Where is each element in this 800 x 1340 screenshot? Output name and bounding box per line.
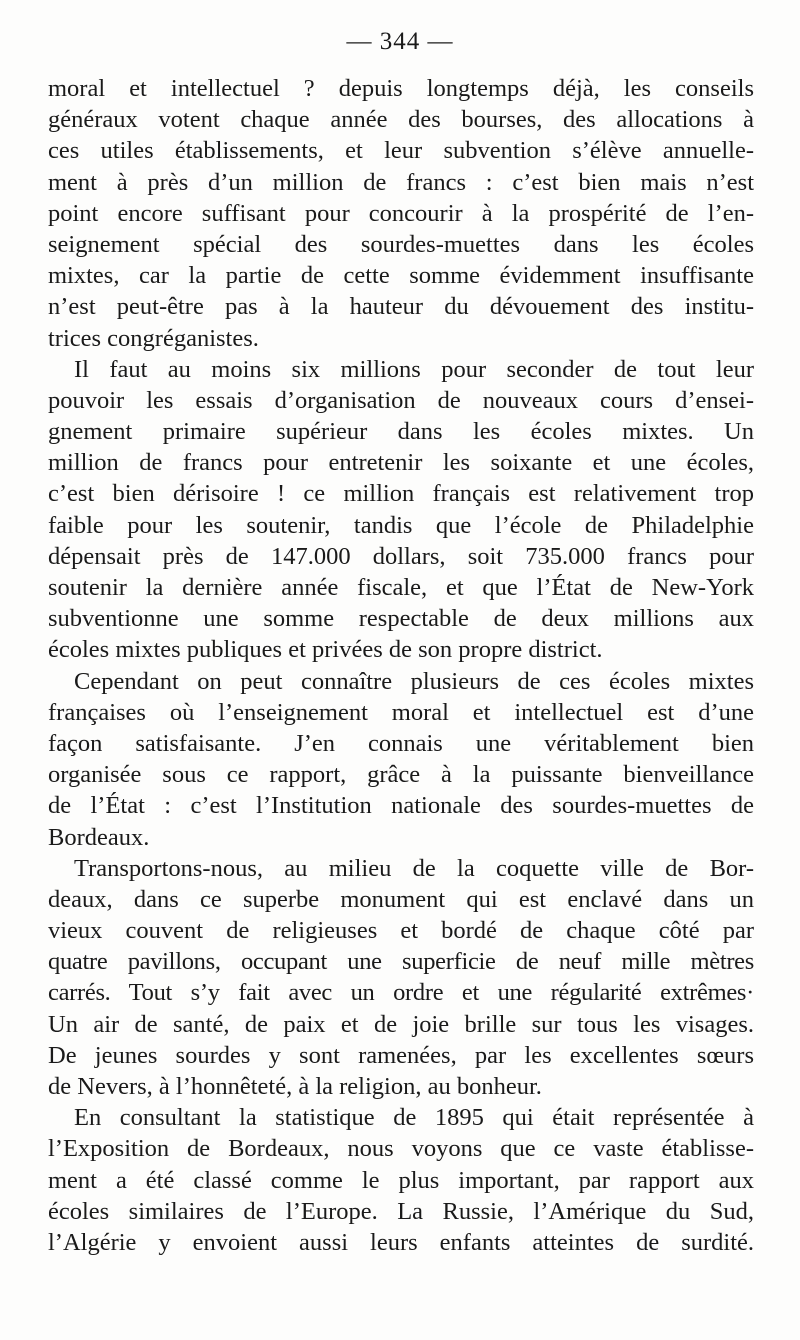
paragraph-2 [48,354,754,666]
text-line: Transportons-nous, au milieu de la coquette ville de Bor- [74,854,754,882]
body-text [48,73,754,1258]
text-line: écoles mixtes publiques et privées de son propre district. [48,636,603,664]
text-line: mixtes, car la partie de cette somme évidemment insuffisante [48,262,754,290]
text-line: moral et intellectuel ? depuis longtemps déjà, les conseils [48,75,754,102]
text-line: françaises où l’enseignement moral et intellectuel est d’une [48,698,754,726]
text-line: carrés. Tout s’y fait avec un ordre et une régularité extrêmes· [48,979,754,1007]
paragraph-1 [48,73,754,354]
text-line: l’Algérie y envoient aussi leurs enfants atteintes de surdité. [48,1228,754,1256]
text-line: De jeunes sourdes y sont ramenées, par les excellentes sœurs [48,1041,754,1069]
text-line: vieux couvent de religieuses et bordé de chaque côté par [48,917,754,945]
text-line: deaux, dans ce superbe monument qui est enclavé dans un [48,885,754,913]
text-line: écoles similaires de l’Europe. La Russie, l’Amérique du Sud, [48,1197,754,1225]
text-line: n’est peut-être pas à la hauteur du dévouement des institu- [48,293,754,321]
text-line: soutenir la dernière année fiscale, et que l’État de New-York [48,574,754,601]
text-line: ment à près d’un million de francs : c’est bien mais n’est [48,168,754,196]
text-line: ment a été classé comme le plus important, par rapport aux [48,1166,754,1194]
text-line: dépensait près de 147.000 dollars, soit 735.000 francs pour [48,542,754,570]
text-line: généraux votent chaque année des bourses, des allocations à [48,106,754,134]
text-line: seignement spécial des sourdes-muettes dans les écoles [48,230,754,258]
text-line: point encore suffisant pour concourir à la prospérité de l’en- [48,199,754,227]
text-line: million de francs pour entretenir les soixante et une écoles, [48,449,754,477]
text-line: En consultant la statistique de 1895 qui était représentée à [74,1104,754,1132]
text-line: subventionne une somme respectable de deux millions aux [48,605,754,633]
text-line: Bordeaux. [48,823,150,851]
text-line: c’est bien dérisoire ! ce million français est relativement trop [48,480,754,508]
text-line: ces utiles établissements, et leur subvention s’élève annuelle- [48,137,754,165]
text-line: façon satisfaisante. J’en connais une véritablement bien [48,729,754,757]
text-line: l’Exposition de Bordeaux, nous voyons que ce vaste établisse- [48,1135,754,1163]
text-line: gnement primaire supérieur dans les écoles mixtes. Un [48,418,754,446]
text-line: organisée sous ce rapport, grâce à la puissante bienveillance [48,761,754,789]
text-line: de Nevers, à l’honnêteté, à la religion, au bonheur. [48,1073,542,1100]
paragraph-5 [48,1102,754,1258]
text-line: Un air de santé, de paix et de joie brille sur tous les visages. [48,1010,754,1038]
text-line: de l’État : c’est l’Institution nationale des sourdes-muettes de [48,792,754,820]
page-number: — 344 — [346,28,454,55]
text-line: Il faut au moins six millions pour seconder de tout leur [74,355,754,383]
text-line: quatre pavillons, occupant une superficie de neuf mille mètres [48,948,754,976]
paragraph-3 [48,666,754,853]
text-line: Cependant on peut connaître plusieurs de ces écoles mixtes [74,667,754,695]
paragraph-4 [48,853,754,1103]
text-line: faible pour les soutenir, tandis que l’école de Philadelphie [48,511,754,539]
text-line: trices congréganistes. [48,324,259,352]
text-line: pouvoir les essais d’organisation de nouveaux cours d’ensei- [48,386,754,414]
